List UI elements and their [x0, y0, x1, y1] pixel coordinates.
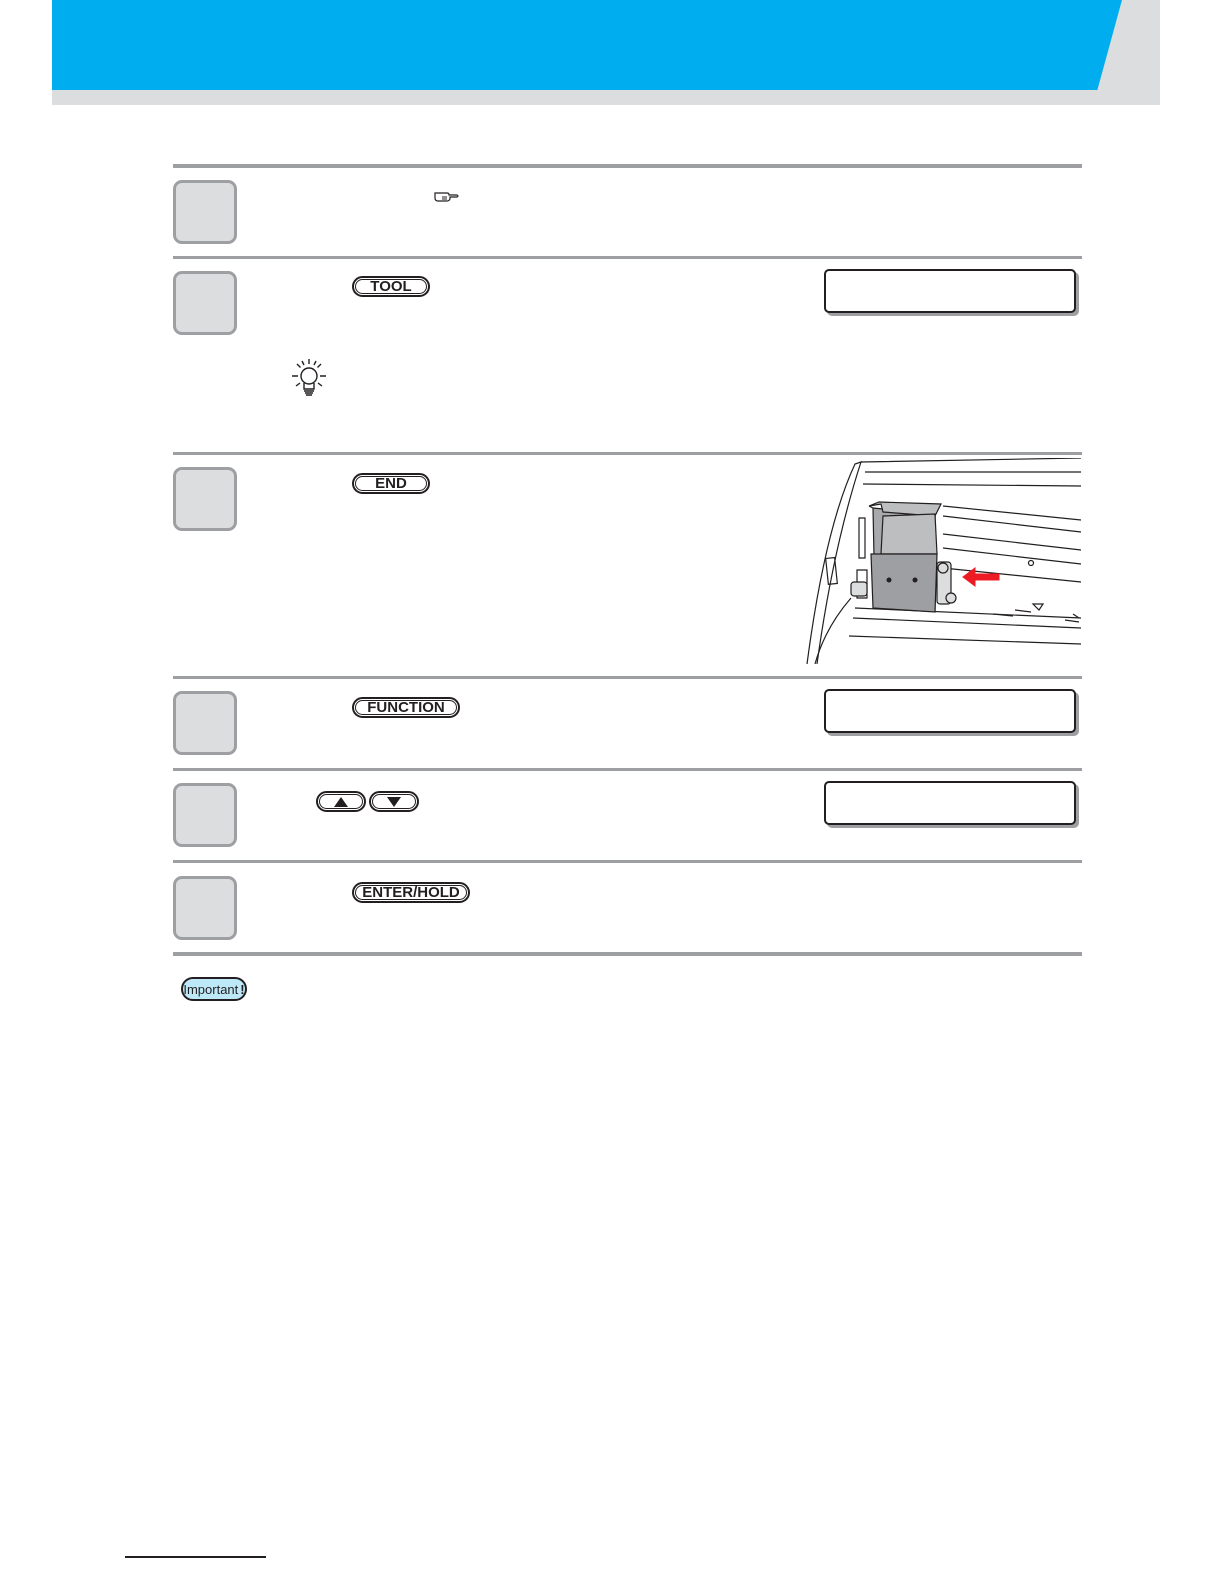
pointing-hand-icon — [433, 188, 461, 204]
important-badge — [181, 977, 247, 1001]
header-band — [52, 0, 1122, 90]
lightbulb-icon — [288, 356, 330, 400]
important-mark: ! — [240, 981, 245, 997]
footer-line — [125, 1556, 266, 1558]
step-divider — [173, 768, 1082, 771]
function-key[interactable] — [352, 697, 460, 718]
step-number-box-5 — [173, 783, 237, 847]
tool-key-label: TOOL — [370, 278, 412, 295]
enter-hold-key-label: ENTER/HOLD — [362, 884, 460, 901]
carriage-illustration — [803, 458, 1083, 666]
step-number-box-4 — [173, 691, 237, 755]
step-number-box-6 — [173, 876, 237, 940]
up-key[interactable] — [316, 791, 366, 812]
end-key[interactable] — [352, 473, 430, 494]
end-key-label: END — [375, 475, 407, 492]
function-key-label: FUNCTION — [367, 699, 445, 716]
step-divider — [173, 256, 1082, 259]
step-number-box-3 — [173, 467, 237, 531]
tool-key[interactable] — [352, 276, 430, 297]
step-number-box-1 — [173, 180, 237, 244]
lcd-display-select — [824, 781, 1076, 825]
step-number-box-2 — [173, 271, 237, 335]
triangle-up-icon — [333, 796, 349, 808]
step-divider — [173, 860, 1082, 863]
step-divider — [173, 164, 1082, 168]
lcd-display-function — [824, 689, 1076, 733]
step-divider — [173, 676, 1082, 679]
step-divider-bottom — [173, 952, 1082, 956]
triangle-down-icon — [386, 796, 402, 808]
lcd-display-tool — [824, 269, 1076, 313]
step-divider — [173, 452, 1082, 455]
down-key[interactable] — [369, 791, 419, 812]
important-label: Important — [183, 981, 239, 997]
enter-hold-key[interactable] — [352, 882, 470, 903]
